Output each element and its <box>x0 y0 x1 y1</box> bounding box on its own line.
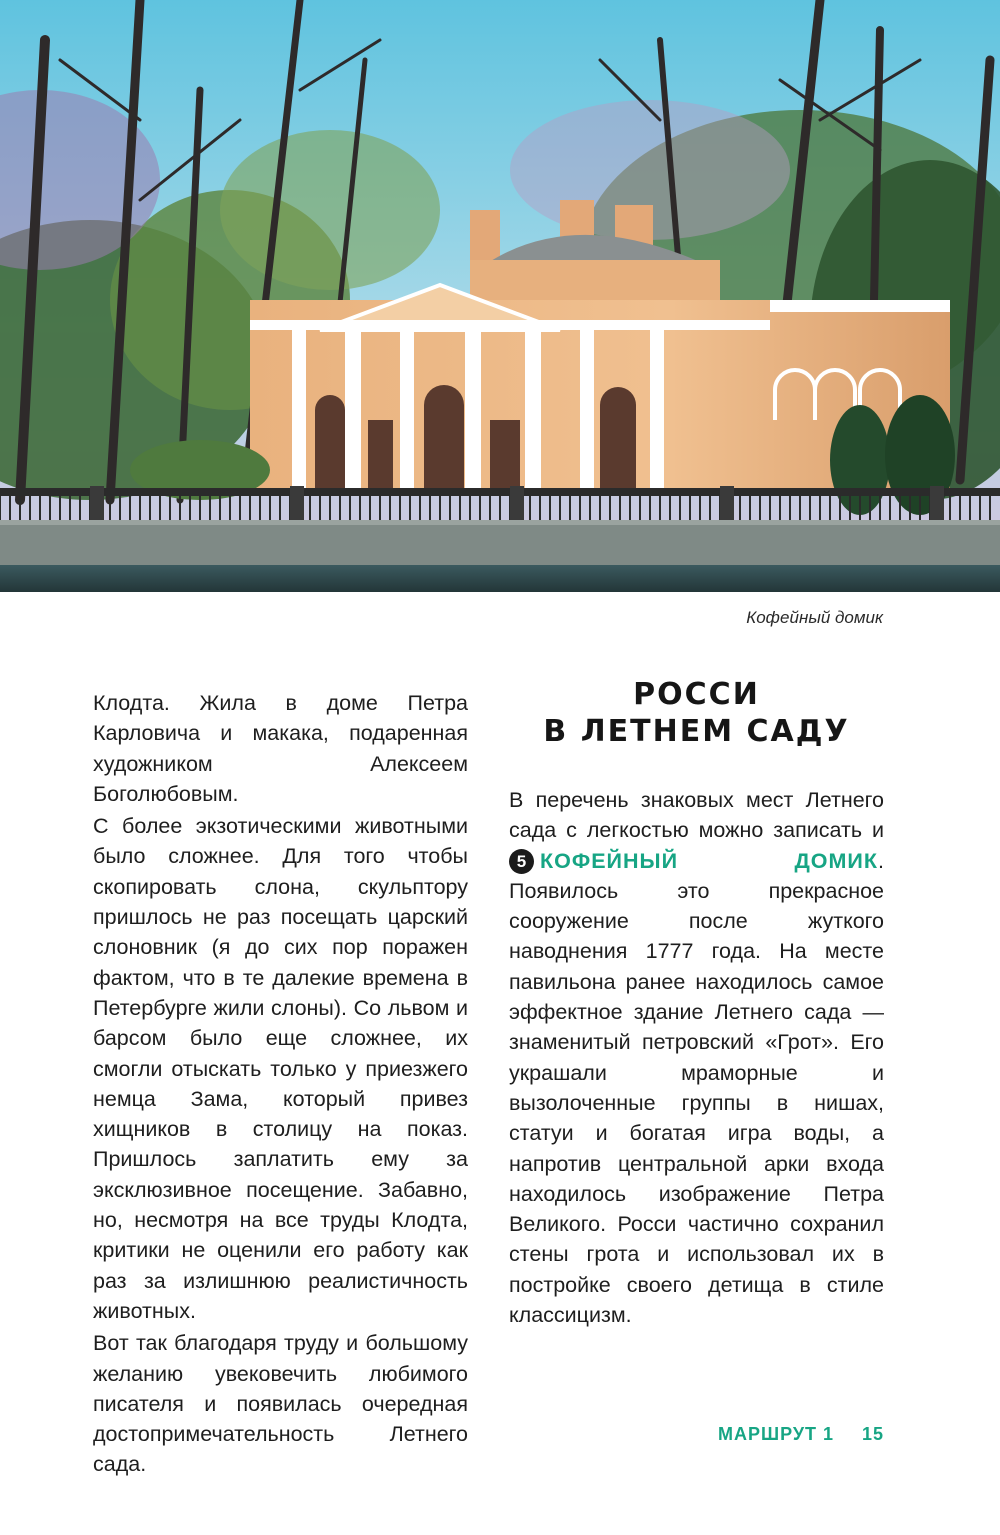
left-paragraph-1: Клодта. Жила в доме Петра Карловича и макака, подаренная художником Алексеем Боголюбовым. <box>93 691 468 806</box>
section-heading-line-2: В ЛЕТНЕМ САДУ <box>543 714 850 749</box>
right-column <box>509 785 884 1330</box>
left-paragraph-2: С более экзотическими животными было сложнее. Для того чтобы скопировать слона, скульптору пришлось не раз посещать царский слоновник (я до сих пор поражен фактом, что в те далекие времена в Петербурге жили слоны). Со львом и барсом было еще сложнее, их смогли отыскать только у приезжего немца Зама, который привез хищников в столицу на показ. Пришлось заплатить ему за эксклюзивное посещение. Забавно, но, несмотря на все труды Клодта, критики не оценили его работу как раз за излишнюю реалистичность животных. <box>93 814 468 1323</box>
section-heading <box>509 676 884 750</box>
left-column <box>93 688 468 1480</box>
section-paragraph <box>509 785 884 1330</box>
poi-name: КОФЕЙНЫЙ ДОМИК <box>540 848 879 873</box>
coffee-house-photo <box>0 0 1000 592</box>
photo-illustration <box>0 0 1000 592</box>
poi-number-badge: 5 <box>509 849 534 874</box>
left-paragraph-3: Вот так благодаря труду и большому желанию увековечить любимого писателя и появилась очередная достопримечательность Летнего сада. <box>93 1331 468 1477</box>
section-body-text: . Появилось это прекрасное сооружение после жуткого наводнения 1777 года. На месте павильона ранее находилось самое эффектное здание Летнего сада — знаменитый петровский «Грот». Его украшали мраморные и вызолоченные группы в нишах, статуи и богатая игра воды, а напротив центральной арки входа находилось изображение Петра Великого. Росси частично сохранил стены грота и использовал их в постройке своего детища в стиле классицизм. <box>509 848 884 1328</box>
photo-caption: Кофейный домик <box>746 608 883 627</box>
page-number: 15 <box>862 1424 885 1444</box>
section-intro-text: В перечень знаковых мест Летнего сада с легкостью можно записать и <box>509 788 884 843</box>
section-heading-line-1: РОССИ <box>633 677 760 712</box>
footer-route-label: МАРШРУТ 1 <box>718 1424 835 1444</box>
